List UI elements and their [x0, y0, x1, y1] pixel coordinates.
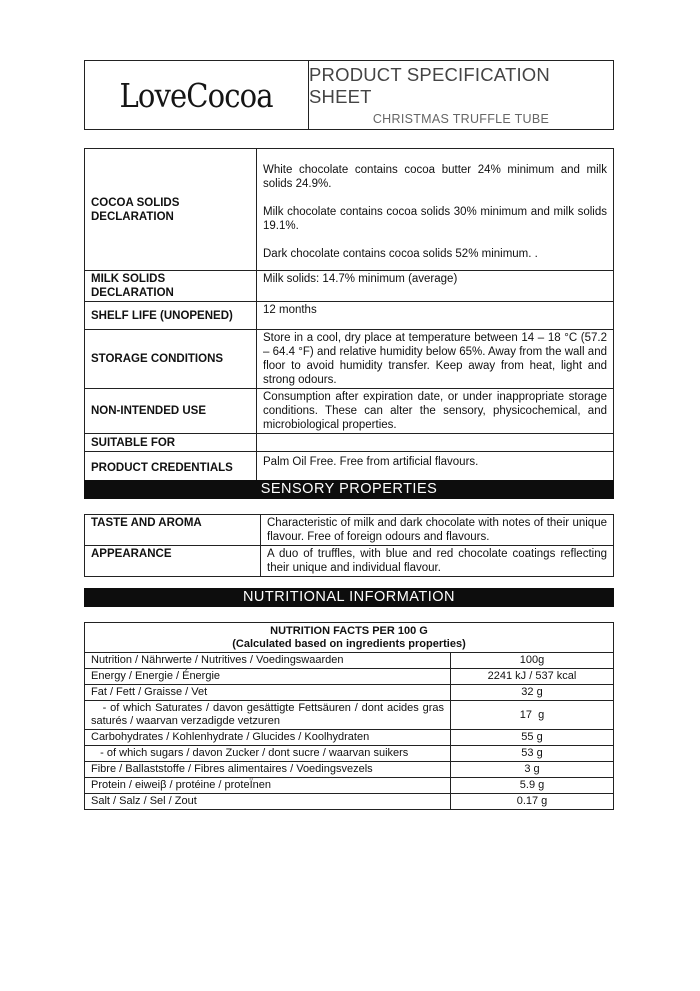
- nutrient-name: Fat / Fett / Graisse / Vet: [85, 685, 451, 701]
- spec-value: Store in a cool, dry place at temperature between 14 – 18 °C (57.2 – 64.4 °F) and relative humidity below 65%. Away from the wall and floor to avoid humidity transfer. Keep away from heat, light and strong odours.: [257, 330, 614, 389]
- cocoa-line-white: White chocolate contains cocoa butter 24% minimum and milk solids 24.9%.: [263, 164, 607, 190]
- sensory-row-taste: [85, 515, 614, 546]
- spec-value: [257, 434, 614, 452]
- nutrient-value: 55 g: [451, 730, 614, 746]
- nutrient-value: 2241 kJ / 537 kcal: [451, 669, 614, 685]
- nutrition-row: [85, 762, 614, 778]
- nutrition-row: [85, 669, 614, 685]
- nutrient-value: 17 g: [451, 701, 614, 730]
- header-box: [84, 60, 614, 130]
- nutrition-row: [85, 685, 614, 701]
- cocoa-line-milk: Milk chocolate contains cocoa solids 30% minimum and milk solids 19.1%.: [263, 206, 607, 232]
- spec-row-suitable: [85, 434, 614, 452]
- nutrition-table-heading: [85, 623, 614, 653]
- spec-row-cocoa-solids: [85, 149, 614, 271]
- nutrient-name: - of which sugars / davon Zucker / dont sucre / waarvan suikers: [85, 746, 451, 762]
- spec-row-shelf-life: [85, 302, 614, 330]
- sensory-row-appearance: [85, 546, 614, 577]
- nutrient-name: Energy / Energie / Énergie: [85, 669, 451, 685]
- spec-value: 12 months: [257, 302, 614, 330]
- spec-row-non-intended: [85, 389, 614, 434]
- spec-value: Milk solids: 14.7% minimum (average): [257, 271, 614, 302]
- title-cell: [309, 61, 613, 129]
- nutrition-row: [85, 701, 614, 730]
- nutrient-name: Carbohydrates / Kohlenhydrate / Glucides / Koolhydraten: [85, 730, 451, 746]
- spec-label: SUITABLE FOR: [85, 434, 257, 452]
- sensory-table: [84, 514, 614, 577]
- sensory-label: APPEARANCE: [85, 546, 261, 577]
- nutrition-row: [85, 746, 614, 762]
- spec-label: STORAGE CONDITIONS: [85, 330, 257, 389]
- nutrient-name: Salt / Salz / Sel / Zout: [85, 794, 451, 810]
- sensory-label: TASTE AND AROMA: [85, 515, 261, 546]
- nutrition-header-row: [85, 623, 614, 653]
- nutrient-value: 100g: [451, 653, 614, 669]
- nutrition-row: [85, 730, 614, 746]
- spec-value: [257, 149, 614, 271]
- nutrition-row: [85, 778, 614, 794]
- sensory-section-header: SENSORY PROPERTIES: [84, 480, 614, 499]
- nutrition-table-title: NUTRITION FACTS PER 100 G: [270, 625, 428, 637]
- spec-table: [84, 148, 614, 484]
- nutrient-name: Nutrition / Nährwerte / Nutritives / Voedingswaarden: [85, 653, 451, 669]
- spec-label: COCOA SOLIDS DECLARATION: [85, 149, 257, 271]
- sensory-value: A duo of truffles, with blue and red chocolate coatings reflecting their unique and individual flavour.: [261, 546, 614, 577]
- nutrition-section-header: NUTRITIONAL INFORMATION: [84, 588, 614, 607]
- page-subtitle: CHRISTMAS TRUFFLE TUBE: [372, 112, 550, 126]
- nutrition-table-subtitle: (Calculated based on ingredients properties): [232, 638, 466, 650]
- nutrient-value: 0.17 g: [451, 794, 614, 810]
- spec-row-storage: [85, 330, 614, 389]
- nutrient-name: Fibre / Ballaststoffe / Fibres alimentaires / Voedingsvezels: [85, 762, 451, 778]
- nutrient-value: 5.9 g: [451, 778, 614, 794]
- nutrition-row: [85, 653, 614, 669]
- nutrition-table: [84, 622, 614, 810]
- spec-row-credentials: [85, 452, 614, 484]
- nutrient-value: 32 g: [451, 685, 614, 701]
- nutrient-value: 53 g: [451, 746, 614, 762]
- logo-cell: [85, 61, 309, 129]
- nutrition-row: [85, 794, 614, 810]
- spec-label: NON-INTENDED USE: [85, 389, 257, 434]
- spec-label: SHELF LIFE (UNOPENED): [85, 302, 257, 330]
- sensory-value: Characteristic of milk and dark chocolate with notes of their unique flavour. Free of foreign odours and flavours.: [261, 515, 614, 546]
- spec-label: PRODUCT CREDENTIALS: [85, 452, 257, 484]
- spec-value: Palm Oil Free. Free from artificial flavours.: [257, 452, 614, 484]
- nutrient-value: 3 g: [451, 762, 614, 778]
- nutrient-name: Protein / eiweiβ / protéine / proteÏnen: [85, 778, 451, 794]
- brand-logo: LoveCocoa: [119, 75, 274, 115]
- spec-value: Consumption after expiration date, or under inappropriate storage conditions. These can alter the sensory, physicochemical, and microbiological properties.: [257, 389, 614, 434]
- spec-row-milk-solids: [85, 271, 614, 302]
- nutrient-name: - of which Saturates / davon gesättigte Fettsäuren / dont acides gras saturés / waarvan verzadigde vetzuren: [85, 701, 451, 730]
- page-title: PRODUCT SPECIFICATION SHEET: [309, 64, 550, 107]
- cocoa-line-dark: Dark chocolate contains cocoa solids 52% minimum. .: [263, 248, 538, 260]
- spec-label: MILK SOLIDS DECLARATION: [85, 271, 257, 302]
